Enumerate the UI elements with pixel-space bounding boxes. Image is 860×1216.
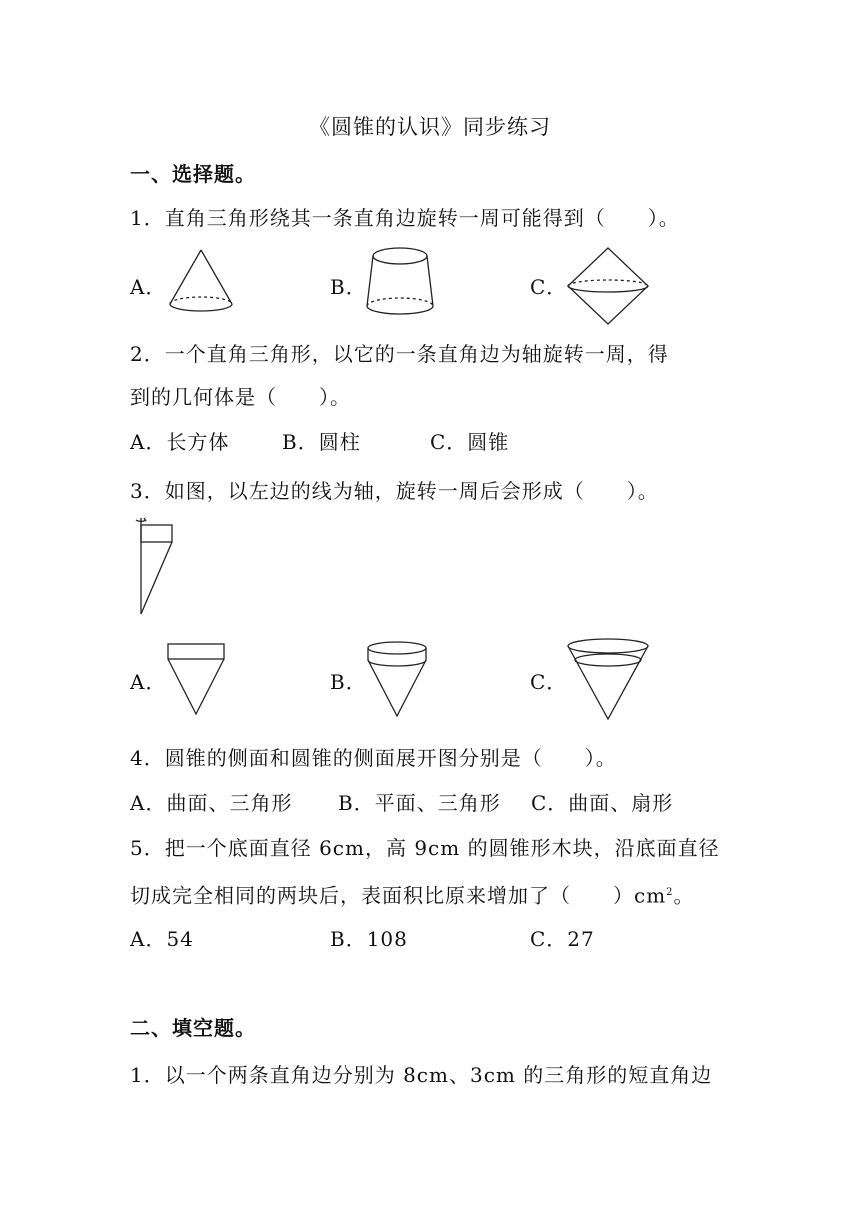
- fill-question-1: 1．以一个两条直角边分别为 8cm、3cm 的三角形的短直角边: [130, 1063, 713, 1087]
- section1-heading: 一、选择题。: [130, 162, 256, 186]
- q2-option-b[interactable]: B．圆柱: [282, 430, 361, 454]
- page-title: 《圆锥的认识》同步练习: [309, 115, 551, 139]
- question-5-line1: 5．把一个底面直径 6cm，高 9cm 的圆锥形木块，沿底面直径: [130, 836, 720, 860]
- q2-option-c[interactable]: C．圆锥: [430, 430, 510, 454]
- q5-line2-end: 。: [673, 883, 695, 908]
- question-2-line1: 2．一个直角三角形，以它的一条直角边为轴旋转一周，得: [130, 342, 669, 366]
- cone-with-cylinder-icon: [364, 640, 430, 720]
- q3-option-b[interactable]: B．: [330, 670, 367, 694]
- q4-option-c[interactable]: C．曲面、扇形: [531, 791, 674, 815]
- double-cone-icon: [566, 246, 650, 326]
- cone-icon: [165, 248, 237, 320]
- cylinder-on-cone-icon: [165, 642, 227, 718]
- q2-option-a[interactable]: A．长方体: [130, 430, 230, 454]
- q5-option-c[interactable]: C．27: [530, 927, 595, 951]
- q4-option-b[interactable]: B．平面、三角形: [338, 791, 501, 815]
- q1-option-a[interactable]: A．: [130, 275, 167, 299]
- question-5-line2: [130, 879, 695, 910]
- q3-option-a[interactable]: A．: [130, 670, 167, 694]
- q4-option-a[interactable]: A．曲面、三角形: [130, 791, 293, 815]
- q3-option-c[interactable]: C．: [530, 670, 568, 694]
- question-1: 1．直角三角形绕其一条直角边旋转一周可能得到（ ）。: [130, 206, 680, 230]
- q5-line2-text: 切成完全相同的两块后，表面积比原来增加了（ ）cm: [130, 883, 667, 908]
- question-3: 3．如图，以左边的线为轴，旋转一周后会形成（ ）。: [130, 479, 659, 503]
- q5-option-b[interactable]: B．108: [330, 927, 408, 951]
- section2-heading: 二、填空题。: [130, 1016, 256, 1040]
- question-4: 4．圆锥的侧面和圆锥的侧面展开图分别是（ ）。: [130, 746, 617, 770]
- cone-with-ring-icon: [566, 637, 650, 723]
- question-2-line2: 到的几何体是（ ）。: [130, 385, 351, 409]
- rotation-figure-icon: [132, 514, 180, 618]
- q5-unit-exponent: 2: [666, 887, 674, 898]
- q5-option-a[interactable]: A．54: [130, 927, 194, 951]
- frustum-icon: [363, 246, 439, 320]
- q1-option-b[interactable]: B．: [330, 275, 367, 299]
- q1-option-c[interactable]: C．: [530, 275, 568, 299]
